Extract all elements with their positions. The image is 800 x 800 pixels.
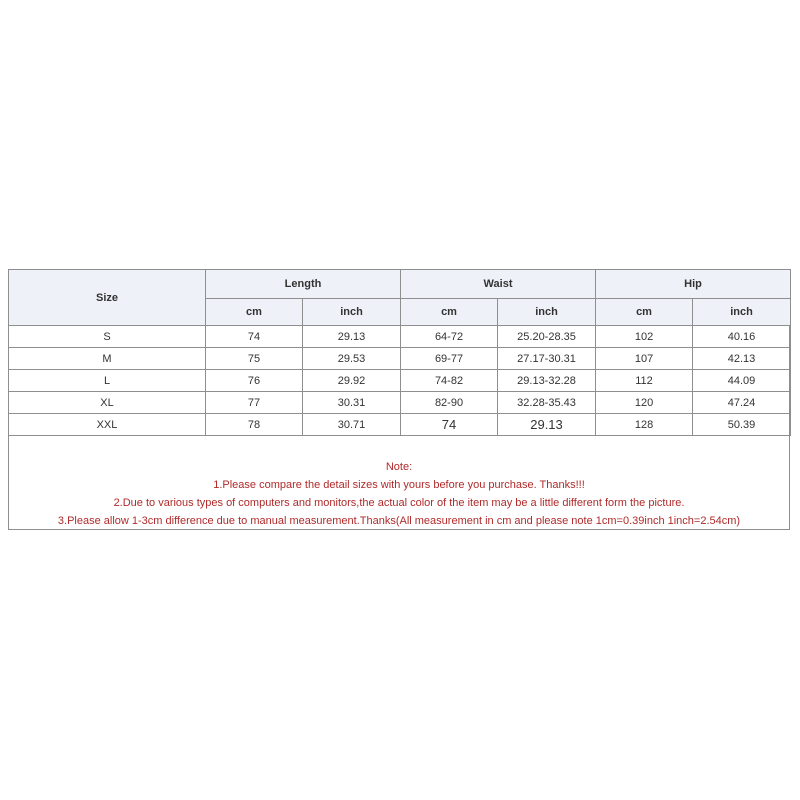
size-header: Size xyxy=(9,270,206,326)
table-cell: 107 xyxy=(596,348,693,370)
table-row xyxy=(9,326,791,348)
table-cell: 47.24 xyxy=(693,392,791,414)
size-label: M xyxy=(9,348,206,370)
table-cell: 27.17-30.31 xyxy=(498,348,596,370)
unit-header: inch xyxy=(303,299,401,326)
size-label: S xyxy=(9,326,206,348)
table-cell: 30.31 xyxy=(303,392,401,414)
table-cell: 74-82 xyxy=(401,370,498,392)
header-row-groups xyxy=(9,270,791,299)
table-cell: 77 xyxy=(206,392,303,414)
note-line: 1.Please compare the detail sizes with yours before you purchase. Thanks!!! xyxy=(213,479,585,491)
table-cell: 82-90 xyxy=(401,392,498,414)
table-cell: 128 xyxy=(596,414,693,436)
group-header-hip: Hip xyxy=(596,270,791,299)
table-cell: 29.13 xyxy=(303,326,401,348)
table-cell: 74 xyxy=(401,414,498,436)
unit-header: cm xyxy=(596,299,693,326)
table-cell: 44.09 xyxy=(693,370,791,392)
unit-header: cm xyxy=(401,299,498,326)
unit-header: inch xyxy=(693,299,791,326)
table-cell: 120 xyxy=(596,392,693,414)
unit-header: cm xyxy=(206,299,303,326)
table-row xyxy=(9,392,791,414)
table-cell: 78 xyxy=(206,414,303,436)
notes-section xyxy=(9,439,789,529)
table-cell: 40.16 xyxy=(693,326,791,348)
table-cell: 29.92 xyxy=(303,370,401,392)
table-row xyxy=(9,348,791,370)
table-cell: 69-77 xyxy=(401,348,498,370)
table-cell: 102 xyxy=(596,326,693,348)
table-cell: 32.28-35.43 xyxy=(498,392,596,414)
table-cell: 50.39 xyxy=(693,414,791,436)
group-header-length: Length xyxy=(206,270,401,299)
table-cell: 76 xyxy=(206,370,303,392)
table-cell: 29.13 xyxy=(498,414,596,436)
size-label: L xyxy=(9,370,206,392)
group-header-waist: Waist xyxy=(401,270,596,299)
table-row xyxy=(9,370,791,392)
table-cell: 29.13-32.28 xyxy=(498,370,596,392)
table-cell: 25.20-28.35 xyxy=(498,326,596,348)
size-label: XXL xyxy=(9,414,206,436)
table-cell: 112 xyxy=(596,370,693,392)
size-label: XL xyxy=(9,392,206,414)
table-cell: 29.53 xyxy=(303,348,401,370)
unit-header: inch xyxy=(498,299,596,326)
note-line: 3.Please allow 1-3cm difference due to manual measurement.Thanks(All measurement in cm and please note 1cm=0.39inch 1inch=2.54cm) xyxy=(57,515,741,527)
size-chart-table xyxy=(8,269,791,436)
table-cell: 75 xyxy=(206,348,303,370)
table-row xyxy=(9,414,791,436)
note-title: Note: xyxy=(385,461,413,473)
table-cell: 30.71 xyxy=(303,414,401,436)
table-cell: 42.13 xyxy=(693,348,791,370)
table-cell: 64-72 xyxy=(401,326,498,348)
table-cell: 74 xyxy=(206,326,303,348)
note-line: 2.Due to various types of computers and monitors,the actual color of the item may be a little different form the picture. xyxy=(113,497,685,509)
